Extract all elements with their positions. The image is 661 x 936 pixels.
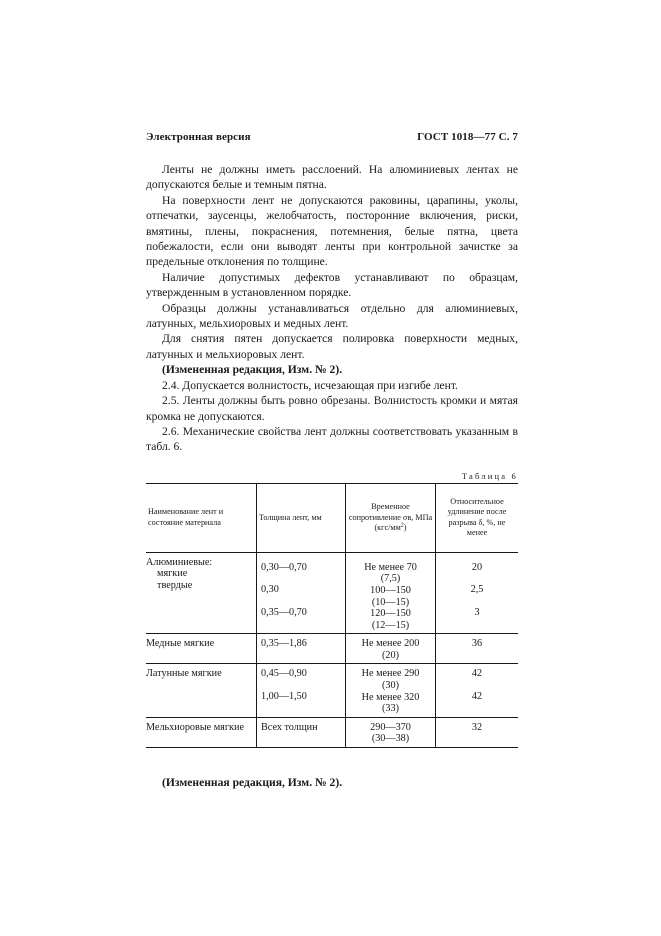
cell-thickness (257, 634, 346, 664)
table-caption: Таблица 6 (461, 470, 518, 481)
cell-line: 0,35—1,86 (261, 638, 307, 650)
cell-name (146, 717, 257, 747)
paragraph: 2.6. Механические свойства лент должны соответствовать указанным в табл. 6. (146, 424, 518, 454)
header-elongation: Относительное удлинение после разрыва δ, %, не менее (436, 483, 519, 552)
table-row (146, 717, 518, 747)
paragraph: 2.5. Ленты должны быть ровно обрезаны. Волнистость кромки и мятая кромка не допускаются. (146, 394, 518, 423)
cell-name (146, 552, 257, 634)
cell-line: Медные мягкие (146, 638, 215, 650)
cell-elongation (436, 717, 519, 747)
cell-line: 120—150 (370, 608, 411, 620)
cell-strength (346, 717, 436, 747)
revision-note: (Измененная редакция, Изм. № 2). (162, 363, 343, 377)
cell-line: Всех толщин (261, 721, 318, 733)
cell-line: (30—38) (371, 733, 410, 745)
cell-line: Не менее 290 (361, 668, 420, 680)
cell-line: (12—15) (371, 619, 410, 631)
cell-line: (20) (382, 649, 399, 661)
header-thickness: Толщина лент, мм (257, 483, 346, 552)
cell-line: 0,45—0,90 (261, 668, 307, 680)
cell-name (146, 664, 257, 717)
cell-line: Не менее 320 (361, 691, 420, 703)
cell-line: мягкие (157, 568, 188, 580)
table-row (146, 552, 518, 634)
cell-line: 20 (471, 561, 483, 573)
cell-line: Не менее 70 (364, 561, 417, 573)
cell-elongation (436, 634, 519, 664)
table-row (146, 664, 518, 717)
cell-strength (346, 634, 436, 664)
header-strength (346, 483, 436, 552)
cell-line: 3 (474, 606, 480, 618)
cell-line: (33) (382, 703, 399, 715)
cell-line: Не менее 200 (361, 638, 420, 650)
cell-line: (10—15) (371, 596, 410, 608)
cell-elongation (436, 664, 519, 717)
cell-line: (30) (382, 680, 399, 692)
cell-line: 2,5 (470, 584, 484, 596)
paragraph: 2.4. Допускается волнистость, исчезающая при изгибе лент. (162, 378, 458, 392)
paragraph: Ленты не должны иметь расслоений. На алюминиевых лентах не допускаются белые и темным пятна. (146, 163, 518, 192)
page-header (146, 131, 518, 143)
cell-line: твердые (157, 579, 193, 591)
cell-line: 0,30—0,70 (261, 561, 307, 573)
cell-strength (346, 552, 436, 634)
cell-line: 100—150 (370, 584, 411, 596)
cell-line: 0,35—0,70 (261, 606, 307, 618)
document-page (146, 131, 518, 789)
cell-line: (7,5) (380, 573, 401, 585)
footer-revision-note: (Измененная редакция, Изм. № 2). (162, 776, 343, 790)
header-left: Электронная версия (146, 131, 251, 143)
cell-line: Латунные мягкие (146, 668, 222, 680)
paragraph: Наличие допустимых дефектов устанавливают по образцам, утвержденным в установленном порядке. (146, 270, 518, 300)
body-text (146, 162, 518, 455)
cell-thickness (257, 664, 346, 717)
cell-line: 42 (471, 691, 483, 703)
header-name: Наименование лент и состояние материала (146, 483, 257, 552)
table-header-row (146, 483, 518, 552)
paragraph: Для снятия пятен допускается полировка поверхности медных, латунных и мельхиоровых лент. (146, 332, 518, 361)
header-strength-sup: 2 (400, 522, 404, 529)
paragraph: На поверхности лент не допускаются раковины, царапины, уколы, отпечатки, заусенцы, желобчатость, посторонние включения, риски, вмятины, плены, покраснения, потемнения, белые пятна, цвета побежалости, если они выводят ленты при контрольной зачистке за предельные отклонения по толщине. (146, 193, 518, 269)
header-right: ГОСТ 1018—77 С. 7 (417, 131, 518, 143)
cell-thickness (257, 552, 346, 634)
cell-line: 290—370 (370, 721, 411, 733)
header-strength-close: ) (403, 522, 407, 532)
table-row (146, 634, 518, 664)
cell-line: 1,00—1,50 (261, 691, 307, 703)
cell-thickness (257, 717, 346, 747)
cell-line: 36 (471, 638, 483, 650)
cell-name (146, 634, 257, 664)
cell-line: 0,30 (261, 584, 279, 596)
cell-line: 32 (471, 721, 483, 733)
cell-line: 42 (471, 668, 483, 680)
paragraph: Образцы должны устанавливаться отдельно для алюминиевых, латунных, мельхиоровых и медных лент. (146, 301, 518, 331)
properties-table (146, 483, 518, 748)
cell-line: Мельхиоровые мягкие (146, 721, 244, 733)
cell-elongation (436, 552, 519, 634)
cell-line: Алюминиевые: (146, 556, 213, 568)
cell-strength (346, 664, 436, 717)
header-strength-text: Временное сопротивление σв, МПа (кгс/мм (348, 502, 433, 532)
